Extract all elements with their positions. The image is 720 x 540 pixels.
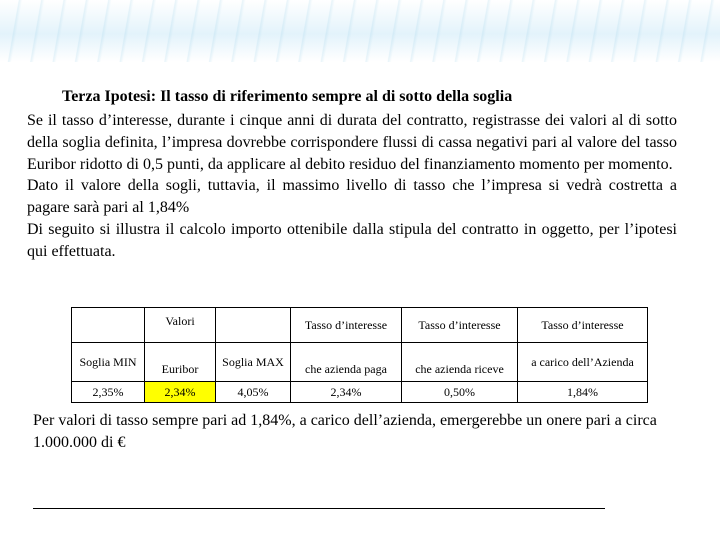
paragraph-2: Dato il valore della sogli, tuttavia, il massimo livello di tasso che l’impresa si vedrà costretta a pagare sarà pari al 1,84% xyxy=(27,177,677,217)
table-cell-valori: Valori xyxy=(145,308,216,343)
table-row-header xyxy=(72,308,648,343)
value-euribor: 2,34% xyxy=(145,382,216,403)
table-cell-euribor: Euribor xyxy=(145,343,216,382)
table-cell-tasso-3: Tasso d’interesse xyxy=(518,308,648,343)
table-cell-tasso-2: Tasso d’interesse xyxy=(402,308,518,343)
table-cell-empty xyxy=(72,308,145,343)
table-cell-paga: che azienda paga xyxy=(291,343,402,382)
body-text xyxy=(27,110,677,263)
header-decoration xyxy=(0,0,720,62)
footer-rule xyxy=(33,508,605,509)
conclusion-text: Per valori di tasso sempre pari ad 1,84%, a carico dell’azienda, emergerebbe un onere pari a circa 1.000.000 di € xyxy=(33,412,657,451)
table-cell-empty xyxy=(216,308,291,343)
value-soglia-min: 2,35% xyxy=(72,382,145,403)
table-cell-soglia-min: Soglia MIN xyxy=(72,343,145,382)
table-cell-tasso-1: Tasso d’interesse xyxy=(291,308,402,343)
paragraph-1: Se il tasso d’interesse, durante i cinque anni di durata del contratto, registrasse dei valori al di sotto della soglia definita, l’impresa dovrebbe corrispondere flussi di cassa negativi pari al valore del tasso Euribor ridotto di 0,5 punti, da applicare al debito residuo del finanziamento momento per momento. xyxy=(27,112,677,173)
value-paga: 2,34% xyxy=(291,382,402,403)
table-row-labels xyxy=(72,343,648,382)
table-cell-carico: a carico dell’Azienda xyxy=(518,343,648,382)
paragraph-3: Di seguito si illustra il calcolo importo ottenibile dalla stipula del contratto in oggetto, per l’ipotesi qui effettuata. xyxy=(27,220,677,260)
section-heading: Terza Ipotesi: Il tasso di riferimento sempre al di sotto della soglia xyxy=(62,88,513,105)
table-cell-riceve: che azienda riceve xyxy=(402,343,518,382)
value-riceve: 0,50% xyxy=(402,382,518,403)
table-row-values xyxy=(72,382,648,403)
value-soglia-max: 4,05% xyxy=(216,382,291,403)
rates-table xyxy=(71,307,648,403)
value-carico: 1,84% xyxy=(518,382,648,403)
table-cell-soglia-max: Soglia MAX xyxy=(216,343,291,382)
